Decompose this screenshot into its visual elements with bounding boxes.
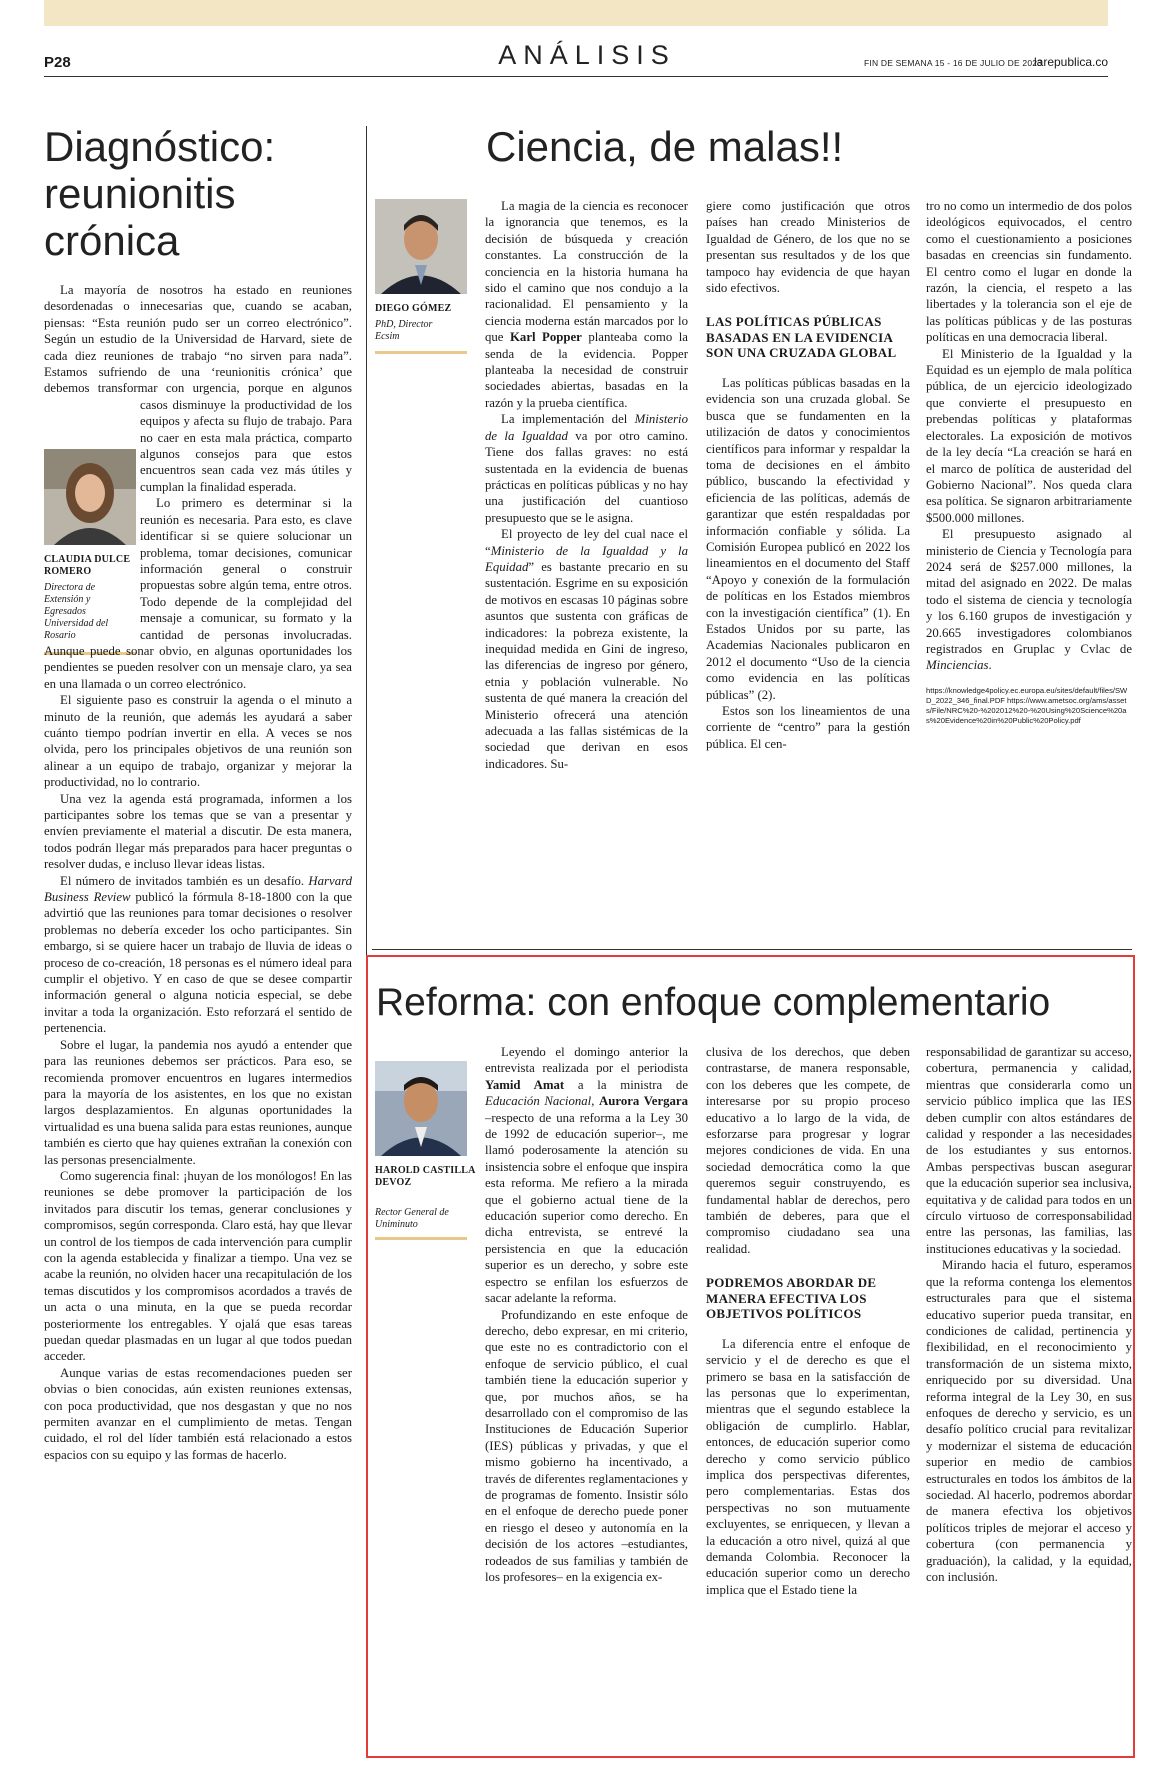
article2-body-col3: tro no como un intermedio de dos polos ideológicos equivocados, el centro como el cuestionamiento a posiciones basadas en creencias sin fundamento. El centro como el lugar en donde la razón, la ciencia, el respeto a las libertades y la tolerancia son el eje de las políticas públicas y de las posturas políticas en una democracia liberal. El Ministerio de la Igualdad y la Equidad es un ejemplo de mala política pública, de un ejercicio ideologizado que convierte el presupuesto en prebendas políticas y plataformas electorales. La exposición de motivos de la ley decía “La creación se hará en el marco de política de austeridad del Gobierno Nacional”. Nos queda clara esa política. Se signaron arbitrariamente $500.000 millones. El presupuesto asignado al ministerio de Ciencia y Tecnología para 2024 será de $257.000 millones, la mitad del asignado en 2022. De malas todo el sistema de ciencia y tecnología y los 6.160 grupos de investigación y 20.665 investigadores colombianos registrados en Gruplac y Cvlac de Minciencias. https://knowledge4policy.ec.europa.eu/sites/default/files/SWD_2022_346_final.PDF https://www.ametsoc.org/ams/assets/File/NRC%20-%202012%20-%20Using%20Science%20as%20Evidence%20in%20Public%20Policy.pdf: [926, 199, 1132, 725]
top-color-band: [44, 0, 1108, 26]
article3-author-name: HAROLD CASTILLA DEVOZ: [375, 1165, 475, 1188]
article2-subhead: LAS POLÍTICAS PÚBLICAS BASADAS EN LA EVIDENCIA SON UNA CRUZADA GLOBAL: [706, 314, 897, 361]
page-number: P28: [44, 54, 71, 71]
article1-author-name: CLAUDIA DULCE ROMERO: [44, 554, 131, 577]
article1-author-role: Directora de Extensión y Egresados Universidad del Rosario: [44, 582, 109, 641]
article3-author-role: Rector General de Uniminuto: [375, 1207, 449, 1230]
portrait-man-icon: [375, 1061, 467, 1156]
author-photo-harold: [375, 1061, 467, 1156]
site-url[interactable]: larepublica.co: [1034, 55, 1109, 69]
article-divider: [372, 949, 1132, 950]
article3-title: Reforma: con enfoque complementario: [376, 981, 1051, 1024]
article2-body-col2: giere como justificación que otros países han creado Ministerios de Igualdad de Género, de los que no se presentan sus resultados y de los que tampoco hay evidencia de que hayan sido efectivos. LAS POLÍTICAS PÚBLICAS BASADAS EN LA EVIDENCIA SON UNA CRUZADA GLOBAL Las políticas públicas basadas en la evidencia son una cruzada global. Se busca que se fundamenten en la utilización de datos y conocimientos científicos para informar y respaldar la toma de decisiones en el ámbito público, buscando la efectividad y eficiencia de las políticas, además de garantizar que estén respaldadas por información confiable y sólida. La Comisión Europea publicó en 2022 los lineamientos en el documento del Staff “Apoyo y conexión de la formulación de políticas en los Estados miembros con la investigación científica” (1). En Estados Unidos por su parte, las Academias Nacionales publicaron en 2012 el documento “Uso de la ciencia como evidencia en las políticas públicas” (2). Estos son los lineamientos de una corriente de “centro” para la gestión pública. El cen-: [706, 199, 910, 751]
article3-body-col1: Leyendo el domingo anterior la entrevista realizada por el periodista Yamid Amat a la ministra de Educación Nacional, Aurora Vergara –respecto de una reforma a la Ley 30 de 1992 de educación superior–, me llamó poderosamente la atención su insistencia sobre el enfoque que inspira esta reforma. Me refiero a la mirada que el gobierno actual tiene de la educación superior como derecho. En dicha entrevista, se entrevé la persistencia en que la educación superior es un derecho, y sobre este espectro se enfilan los esfuerzos de sacar adelante la reforma. Profundizando en este enfoque de derecho, debo expresar, en mi criterio, que este no es contradictorio con el enfoque de servicio público, el cual también tiene la educación superior y que, por muchos años, se ha desarrollado con el compromiso de las Instituciones de Educación Superior (IES) públicas y privadas, y que el mismo gobierno ha incentivado, a través de diferentes reglamentaciones y de programas de fomento. Insistir sólo en el enfoque de derecho puede poner en riesgo el deseo y autonomía en la decisión de los actores –estudiantes, rodeados de sus familias y también de los profesores– en la exigencia ex-: [485, 1045, 688, 1584]
section-title: ANÁLISIS: [498, 40, 676, 70]
author-photo-diego: [375, 199, 467, 294]
author-accent-rule: [375, 1237, 467, 1240]
article1-body: La mayoría de nosotros ha estado en reuniones desordenadas o innecesarias que, cuando se acaban, piensas: “Esta reunión pudo ser un correo electrónico”. Según un estudio de la Universidad de Harvard, siete de cada diez reuniones de trabajo “no sirven para nada”. Estamos sufriendo de una ‘reunionitis crónica’ que debemos transformar con urgencia, porque en algunos casos disminuye la productividad de los equipos y afecta su flujo de trabajo. Para no caer en esta mala práctica, comparto algunos consejos para que estos encuentros sean cada vez más útiles y cumplan la finalidad esperada. Lo primero es determinar si la reunión es necesaria. Para esto, es clave identificar si se quiere solucionar un problema, tomar decisiones, comunicar información general o construir propuestas sobre algún tema, entre otros. Todo depende de la complejidad del mensaje a comunicar, su formato y la cantidad de personas involucradas. Aunque puede sonar obvio, en algunas oportunidades los pendientes se pueden resolver con un mensaje claro, ya sea en una llamada o un correo electrónico. El siguiente paso es construir la agenda o el minuto a minuto de la reunión, que además les ayudará a saber cuánto tiempo podrían invertir en ella. A veces se nos olvida, pero los principales objetivos de una reunión son alinear a un equipo de trabajo, organizar y mejorar la productividad, no lo contrario. Una vez la agenda está programada, informen a los participantes sobre los temas que se van a presentar y envíen previamente el material a discutir. De esta manera, todos podrán llegar más preparados para hacer preguntas o resolver dudas, e incluso llevar ideas listas. El número de invitados también es un desafío. Harvard Business Review publicó la fórmula 8-18-1800 con la que advirtió que las reuniones para tomar decisiones o resolver problemas no debería exceder los ocho participantes. Sin embargo, si se quiere hacer un trabajo de lluvia de ideas o proceso de co-creación, 18 personas es el número ideal para cumplir el objetivo. Y en caso de que se desee compartir información general o alguna noticia especial, se debe invitar a toda la organización. Esto reforzará el sentido de pertenencia. Sobre el lugar, la pandemia nos ayudó a entender que para las reuniones debemos ser prácticos. Para eso, se recomienda promover encuentros en lugares intermedios para la mayoría de los asistentes, en los que no existan largos desplazamientos. En algunas oportunidades la virtualidad es una buena salida para estas reuniones, aunque también es cierto que hay quienes extrañan la conexión con las personas presencialmente. Como sugerencia final: ¡huyan de los monólogos! En las reuniones se debe promover la participación de los invitados para discutir los temas, generar conclusiones y compromisos, según corresponda. Claro está, hay que llevar un control de los tiempos de cada intervención para cumplir con la agenda establecida y finalizar a tiempo. Una vez se acabe la reunión, no olviden hacer una recapitulación de los temas discutidos y los compromisos acordados a través de un acta o una minuta, en la que se pueda recordar posteriormente los entregables. Y ojalá que esas tareas puedan quedar plasmadas en un lugar al que todos puedan acceder. Aunque varias de estas recomendaciones pueden ser obvias o bien conocidas, aún existen reuniones extensas, con poca productividad, que nos desgastan y que no nos permiten avanzar en el cumplimiento de metas. Tengan cuidado, el rol del líder también está relacionado a estos espacios con su equipo y las formas de hacerlo.: [44, 283, 353, 1462]
article3-body-col3: responsabilidad de garantizar su acceso, cobertura, permanencia y calidad, mientras que considerarla como un servicio público implica que las IES deben cumplir con altos estándares de calidad y responder a las necesidades de los estudiantes y sus entornos. Ambas perspectivas buscan asegurar que la educación superior sea inclusiva, equitativa y de calidad para todos en un círculo virtuoso de corresponsabilidad entre las personas, las familias, las instituciones educativas y la sociedad. Mirando hacia el futuro, esperamos que la reforma contenga los elementos estructurales para que el sistema educativo superior pueda transitar, en condiciones de calidad, pertinencia y flexibilidad, en el reconocimiento y transformación de un sistema mixto, enriquecido por su diversidad. Una reforma integral de la Ley 30, en sus enfoques de derecho y servicio, es un desafío político crucial para revitalizar y modernizar el sistema de educación superior en medio de cambios estructurales en todos los ámbitos de la sociedad. Al hacerlo, podremos abordar de manera efectiva los objetivos políticos triples de mejorar el acceso y cobertura (con permanencia y graduación), la calidad, y la equidad, con inclusión.: [926, 1045, 1132, 1584]
author-accent-rule: [375, 351, 467, 354]
edition-date: FIN DE SEMANA 15 - 16 DE JULIO DE 2023: [864, 58, 1043, 68]
header-divider: [44, 76, 1108, 77]
column-divider: [366, 126, 367, 1758]
article2-title: Ciencia, de malas!!: [486, 123, 844, 170]
article1-title: Diagnóstico: reunionitis crónica: [44, 123, 276, 264]
article2-author-role: PhD, Director Ecsim: [375, 319, 433, 342]
portrait-man-icon: [375, 199, 467, 294]
article2-references[interactable]: https://knowledge4policy.ec.europa.eu/sites/default/files/SWD_2022_346_final.PDF https://www.ametsoc.org/ams/assets/File/NRC%20-%202012%20-%20Using%20Science%20as%20Evidence%20in%20Public%20Policy.pdf: [926, 685, 1128, 725]
article2-body-col1: La magia de la ciencia es reconocer la ignorancia que tenemos, es la decisión de búsqueda y creación constantes. La construcción de la conciencia en la historia humana ha sido el camino que nos condujo a la racionalidad. El pensamiento y la ciencia moderna están marcados por lo que Karl Popper planteaba como la senda de la evidencia. Popper planteaba la necesidad de construir sociedades abiertas, basadas en la razón y la prueba científica. La implementación del Ministerio de la Igualdad va por otro camino. Tiene dos fallas graves: no está sustentada en la evidencia de buenas prácticas en políticas públicas y no hay una justificación del cuantioso presupuesto que se le asigna. El proyecto de ley del cual nace el “Ministerio de la Igualdad y la Equidad” es bastante precario en su sustentación. Esgrime en su exposición de motivos en escasas 10 páginas sobre asuntos que sustenta con gráficas de indicadores: la pobreza existente, la inequidad medida en Gini de ingreso, las diferencias de ingreso por género, etnia y población vulnerable. No sustenta de qué manera la creación del Ministerio ofrecerá una atención adecuada a las fallas sistémicas de la sociedad que derivan en esos indicadores. Su-: [485, 199, 688, 771]
article3-body-col2: clusiva de los derechos, que deben contrastarse, de manera responsable, con los deberes que les compete, de interesarse por su propio proceso educativo a lo largo de la vida, de esforzarse para progresar y lograr mejores condiciones de vida. En una sociedad democrática como la que queremos seguir construyendo, es fundamental hablar de derechos, pero también de deberes, para que el compromiso ciudadano sea una realidad. PODREMOS ABORDAR DE MANERA EFECTIVA LOS OBJETIVOS POLÍTICOS La diferencia entre el enfoque de servicio y el de derecho es que el primero se basa en la satisfacción de las personas que lo experimentan, mientras que el segundo establece la obligación de cumplirlo. Hablar, entonces, de educación superior como derecho y como servicio público implica dos perspectivas diferentes, pero complementarias. Estas dos perspectivas no son mutuamente excluyentes, se enriquecen, y llevan a la educación a otro nivel, quizá al que demanda Colombia. Reconocer la educación superior como un derecho implica que el Estado tiene la: [706, 1045, 910, 1597]
article3-subhead: PODREMOS ABORDAR DE MANERA EFECTIVA LOS OBJETIVOS POLÍTICOS: [706, 1275, 877, 1322]
article2-author-name: DIEGO GÓMEZ: [375, 303, 452, 314]
